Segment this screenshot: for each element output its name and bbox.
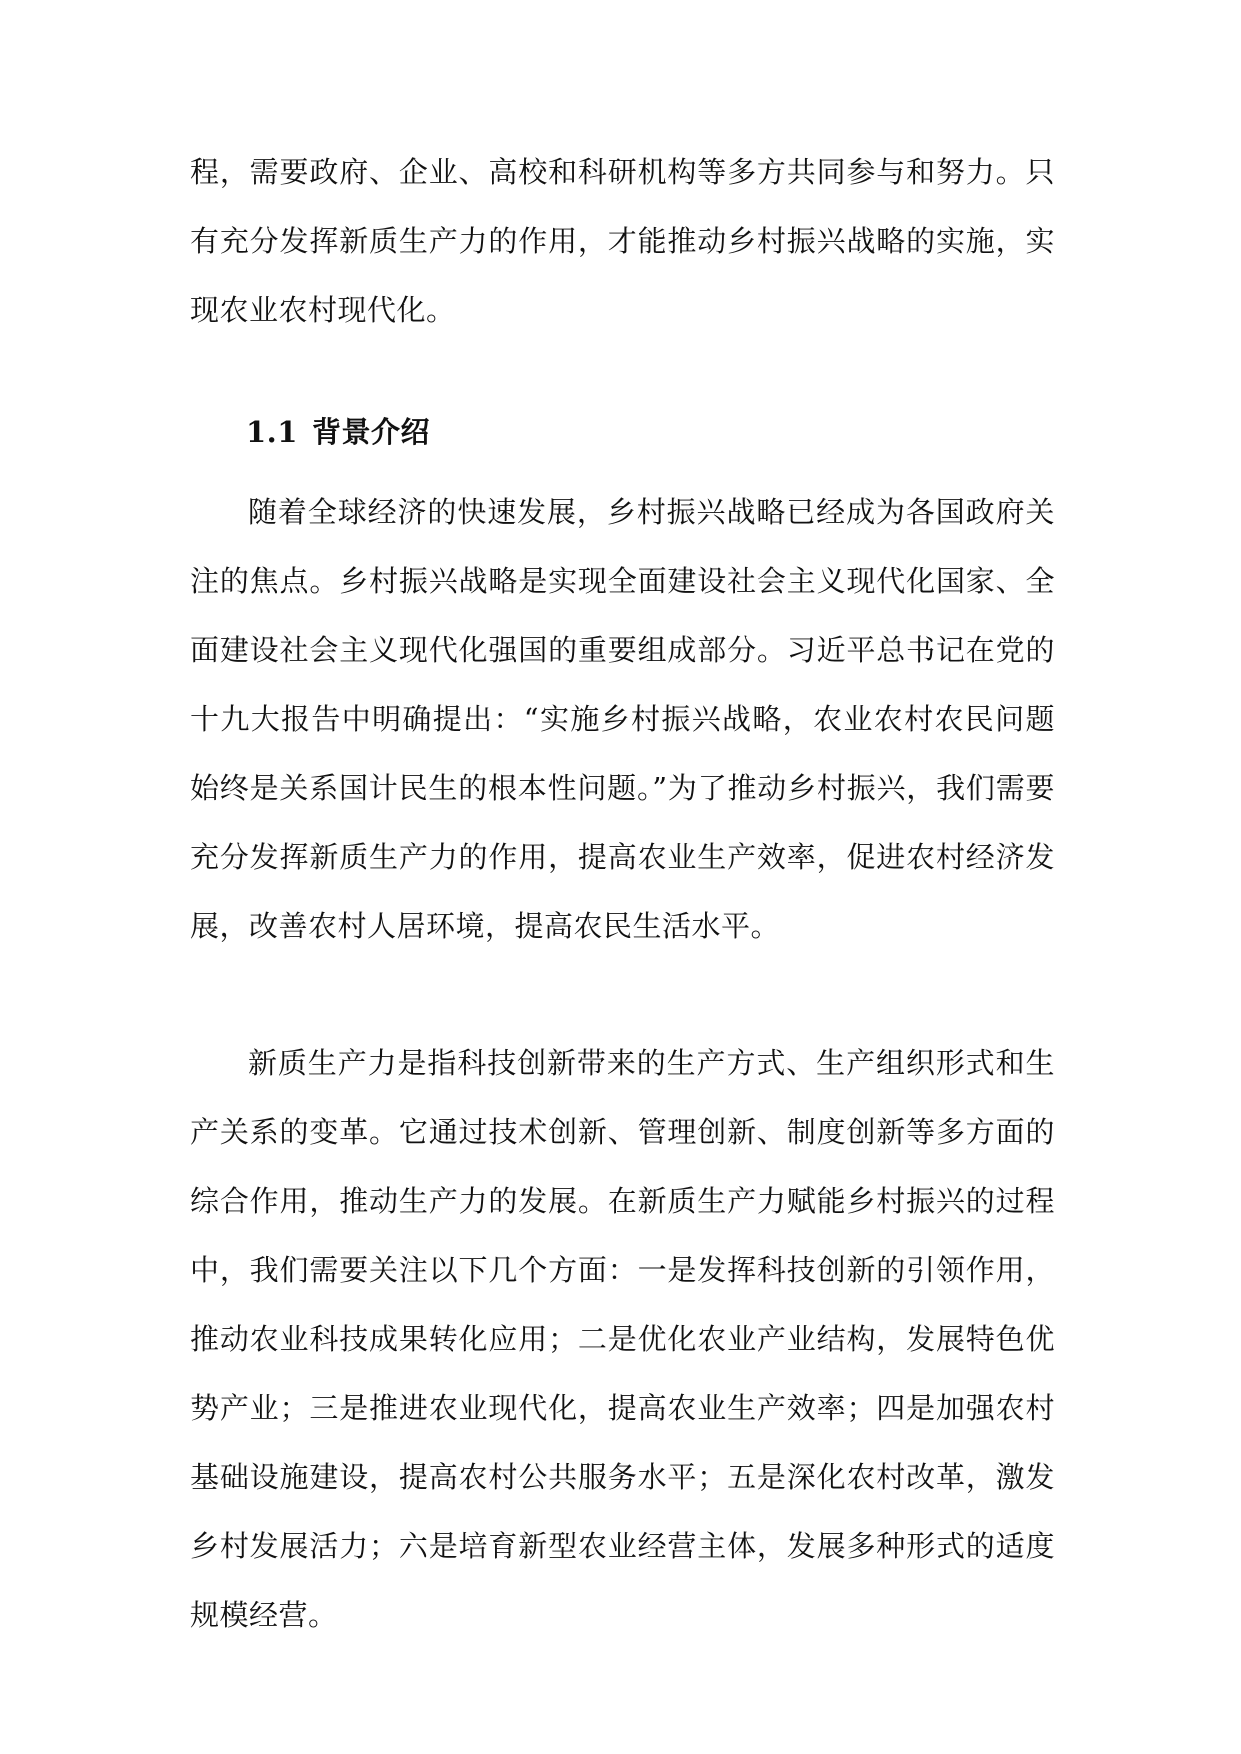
section-heading (246, 398, 430, 467)
section-title: 背景介绍 (311, 415, 430, 449)
background-paragraph-1: 随着全球经济的快速发展，乡村振兴战略已经成为各国政府关注的焦点。乡村振兴战略是实现全面建设社会主义现代化国家、全面建设社会主义现代化强国的重要组成部分。习近平总书记在党的十九大报告中明确提出：“实施乡村振兴战略，农业农村农民问题始终是关系国计民生的根本性问题。”为了推动乡村振兴，我们需要充分发挥新质生产力的作用，提高农业生产效率，促进农村经济发展，改善农村人居环境，提高农民生活水平。 (190, 495, 1055, 943)
background-paragraph-2: 新质生产力是指科技创新带来的生产方式、生产组织形式和生产关系的变革。它通过技术创新、管理创新、制度创新等多方面的综合作用，推动生产力的发展。在新质生产力赋能乡村振兴的过程中，我们需要关注以下几个方面：一是发挥科技创新的引领作用，推动农业科技成果转化应用；二是优化农业产业结构，发展特色优势产业；三是推进农业现代化，提高农业生产效率；四是加强农村基础设施建设，提高农村公共服务水平；五是深化农村改革，激发乡村发展活力；六是培育新型农业经营主体，发展多种形式的适度规模经营。 (190, 1046, 1055, 1632)
section-number: 1.1 (246, 415, 298, 449)
continued-paragraph: 程，需要政府、企业、高校和科研机构等多方共同参与和努力。只有充分发挥新质生产力的作用，才能推动乡村振兴战略的实施，实现农业农村现代化。 (190, 155, 1055, 327)
